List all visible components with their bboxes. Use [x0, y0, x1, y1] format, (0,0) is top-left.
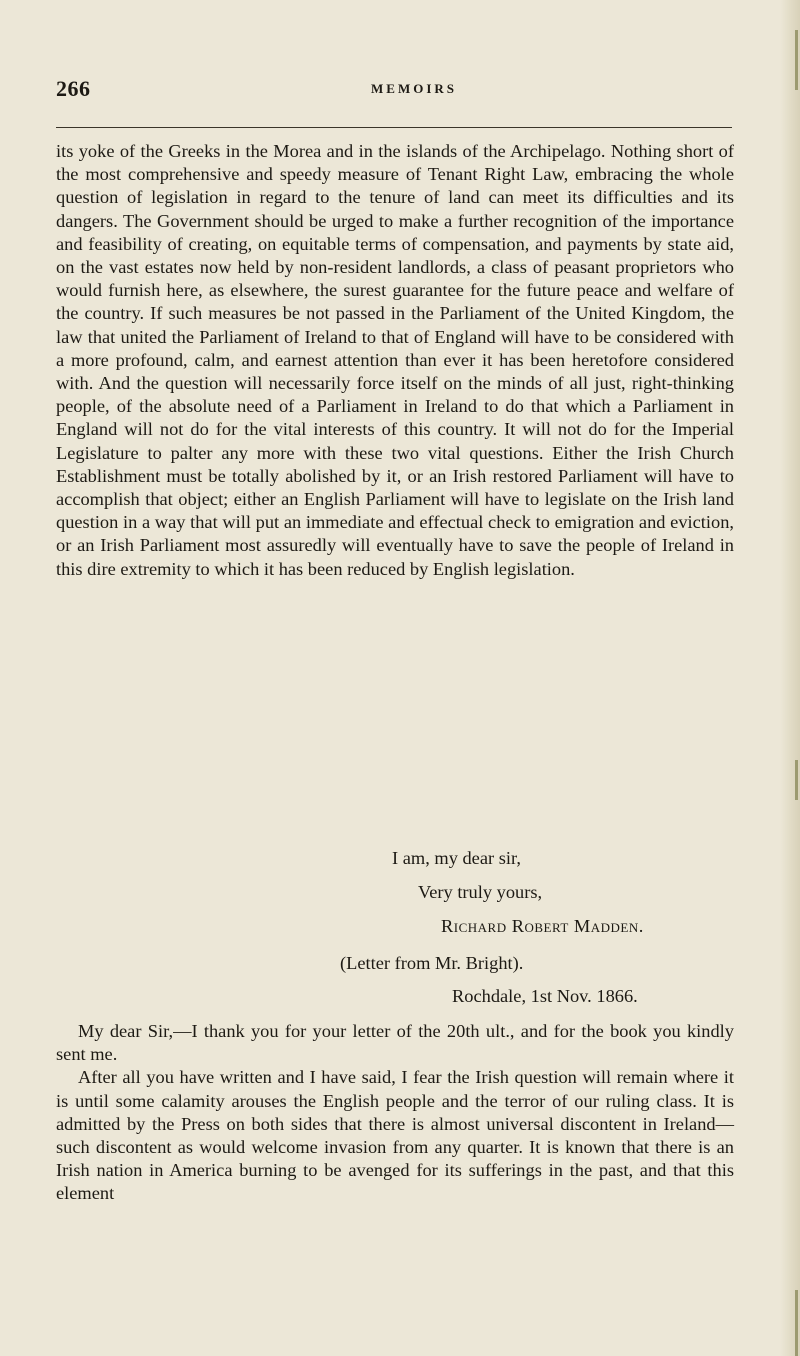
edge-mark [795, 760, 798, 800]
page-number: 266 [56, 76, 91, 101]
second-letter-place-date: Rochdale, 1st Nov. 1866. [452, 986, 638, 1006]
page-header [56, 76, 732, 106]
running-head: MEMOIRS [371, 81, 457, 96]
main-paragraph: its yoke of the Greeks in the Morea and in the islands of the Archipelago. Nothing short of the most comprehensive and speedy measure of Tenant Right Law, embracing the whole question of legislation in regard to the tenure of land can meet its difficulties and its dangers. The Government should be urged to make a further recognition of the importance and feasibility of creating, on equitable terms of compensation, and payments by state aid, on the vast estates now held by non-resident landlords, a class of peasant proprietors who would furnish here, as elsewhere, the surest guarantee for the future peace and welfare of the country. If such measures be not passed in the Parliament of the United Kingdom, the law that united the Parliament of Ireland to that of England will have to be considered with a more profound, calm, and earnest attention than ever it has been heretofore considered with. And the question will necessarily force itself on the minds of all just, right-thinking people, of the absolute need of a Parliament in Ireland to do that which a Parliament in England will not do for the vital interests of this country. It will not do for the Imperial Legislature to palter any more with these two vital questions. Either the Irish Church Establishment must be totally abolished by it, or an Irish restored Parliament will have to accomplish that object; either an English Parliament will have to legislate on the Irish land question in a way that will put an immediate and effectual check to emigration and eviction, or an Irish Parliament most assuredly will eventually have to save the people of Ireland in this dire extremity to which it has been reduced by English legislation. [56, 141, 734, 579]
second-letter-paragraph-2: After all you have written and I have said, I fear the Irish question will remain where it is until some calamity arouses the English people and the terror of our ruling class. It is admitted by the Press on both sides that there is almost universal discontent in Ireland—such discontent as would welcome invasion from any quarter. It is known that there is an Irish nation in America burning to be avenged for its sufferings in the past, and that this element [56, 1067, 734, 1204]
second-letter-heading: (Letter from Mr. Bright). [340, 953, 524, 973]
edge-mark [795, 1290, 798, 1356]
second-letter-body [56, 1020, 734, 1206]
header-rule [56, 127, 732, 128]
letter-body [56, 140, 734, 581]
edge-mark [795, 30, 798, 90]
second-letter-paragraph-1: My dear Sir,—I thank you for your letter of the 20th ult., and for the book you kindly sent me. [56, 1021, 734, 1065]
page-edge [780, 0, 800, 1356]
closing-valediction: Very truly yours, [418, 882, 543, 902]
closing-salutation: I am, my dear sir, [392, 848, 521, 868]
signature: Richard Robert Madden. [441, 916, 644, 936]
